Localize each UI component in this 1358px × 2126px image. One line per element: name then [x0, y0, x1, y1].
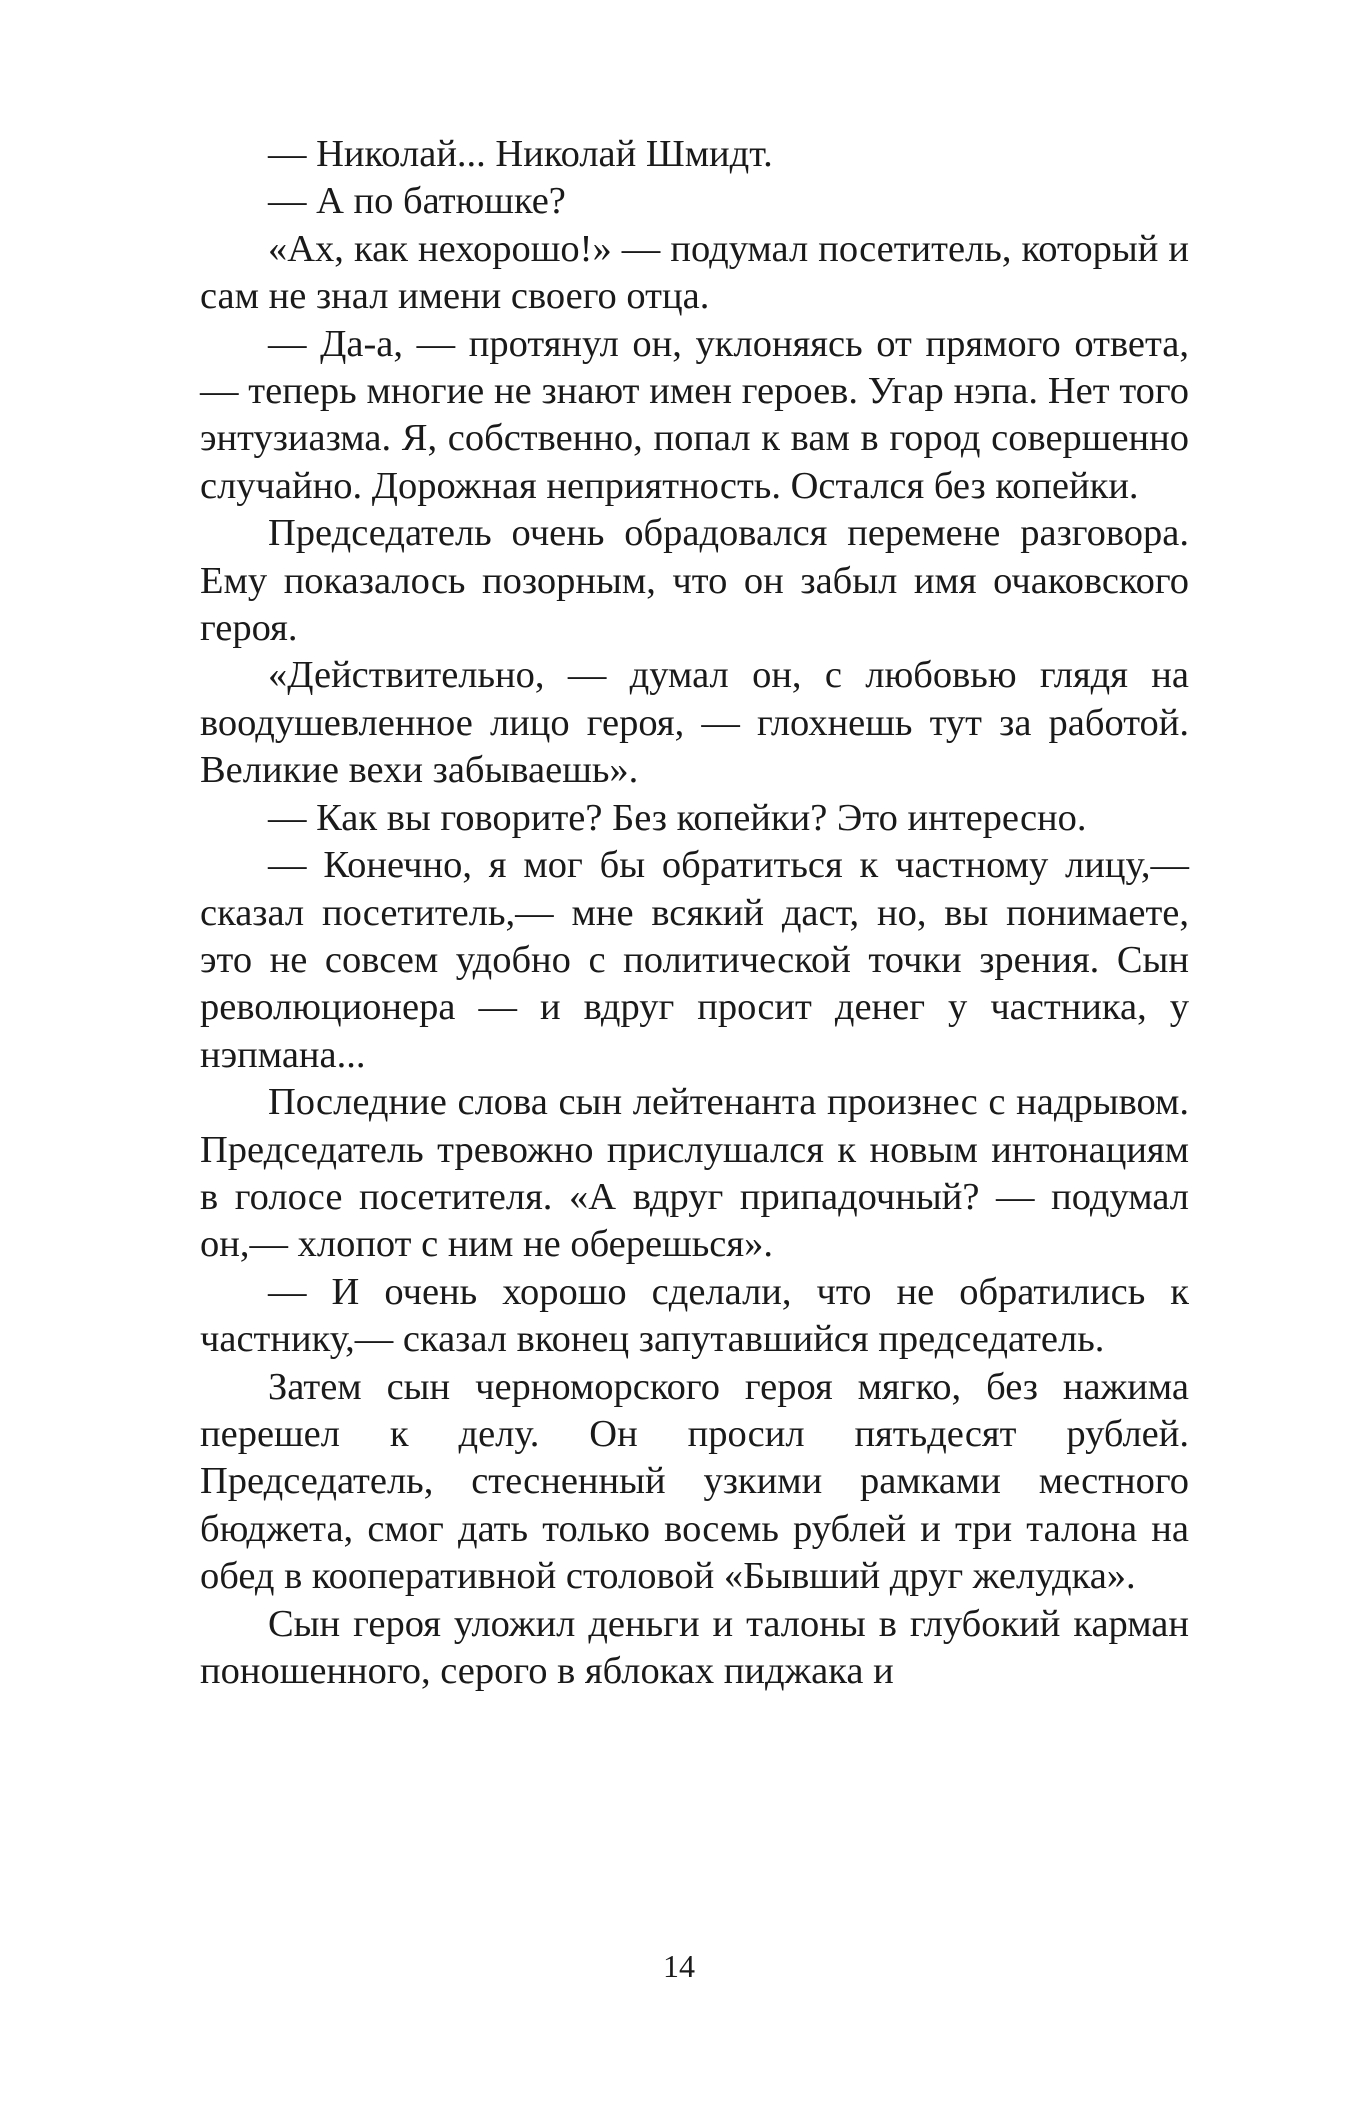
page-body — [200, 131, 1189, 1695]
page-number: 14 — [663, 1948, 695, 1984]
paragraph: — А по батюшке? — [268, 180, 566, 223]
paragraph: «Ах, как нехорошо!» — подумал посетитель, который и сам не знал имени своего отца. — [200, 227, 1189, 318]
paragraph: — Николай... Николай Шмидт. — [268, 133, 773, 175]
paragraph: Последние слова сын лейтенанта произнес с надрывом. Председатель тревожно прислушался к новым интонациям в голосе посетителя. «А вдруг припадочный? — подумал он,— хлопот с ним не оберешься». — [200, 1081, 1189, 1266]
paragraph: Сын героя уложил деньги и талоны в глубокий карман поношенного, серого в яблоках пиджака и — [200, 1602, 1189, 1692]
paragraph: — Конечно, я мог бы обратиться к частному лицу,— сказал посетитель,— мне всякий даст, но, вы понимаете, это не совсем удобно с политической точки зрения. Сын революционера — и вдруг просит денег у частника, у нэпмана... — [200, 844, 1189, 1076]
paragraph: Председатель очень обрадовался перемене разговора. Ему показалось позорным, что он забыл имя очаковского героя. — [200, 512, 1189, 650]
paragraph: Затем сын черноморского героя мягко, без нажима перешел к делу. Он просил пятьдесят рублей. Председатель, стесненный узкими рамками местного бюджета, смог дать только восемь рублей и три талона на обед в кооперативной столовой «Бывший друг желудка». — [200, 1365, 1189, 1598]
paragraph: — И очень хорошо сделали, что не обратились к частнику,— сказал вконец запутавшийся председатель. — [200, 1270, 1189, 1361]
paragraph: — Да-а, — протянул он, уклоняясь от прямого ответа,— теперь многие не знают имен героев. Угар нэпа. Нет того энтузиазма. Я, собственно, попал к вам в город совершенно случайно. Дорожная неприятность. Остался без копейки. — [200, 322, 1189, 507]
paragraph: — Как вы говорите? Без копейки? Это интересно. — [268, 796, 1087, 839]
paragraph: «Действительно, — думал он, с любовью глядя на воодушевленное лицо героя, — глохнешь тут за работой. Великие вехи забываешь». — [200, 654, 1189, 792]
